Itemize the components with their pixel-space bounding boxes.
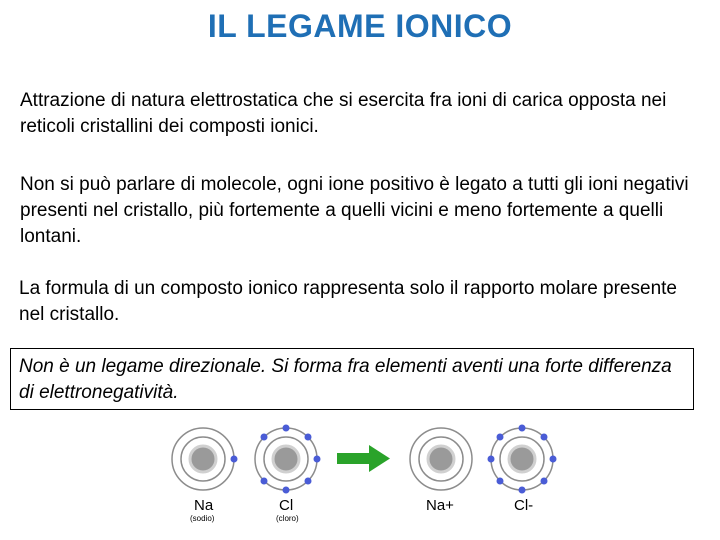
ion-cl-minus — [488, 425, 557, 515]
atom-na — [172, 428, 238, 523]
electron-icon — [231, 456, 238, 463]
atom-sublabel-cl: (cloro) — [276, 514, 299, 523]
paragraph-definition: Attrazione di natura elettrostatica che si esercita fra ioni di carica opposta nei reticoli cristallini dei composti ionici. — [20, 90, 667, 137]
atom-sublabel-na: (sodio) — [190, 514, 215, 523]
atom-label-cl: Cl — [279, 497, 294, 514]
atom-cl — [255, 425, 321, 524]
atom-label-na-plus: Na+ — [426, 497, 454, 514]
atom-label-cl-minus: Cl- — [514, 497, 534, 514]
nucleus-icon — [428, 446, 454, 472]
boxed-note: Non è un legame direzionale. Si forma fra elementi aventi una forte differenza di elettronegatività. — [10, 348, 694, 410]
ionic-bond-diagram — [0, 415, 720, 540]
nucleus-icon — [273, 446, 299, 472]
paragraph-no-molecules: Non si può parlare di molecole, ogni ione positivo è legato a tutti gli ioni negativi presenti nel cristallo, più fortemente a quelli vicini e meno fortemente a quelli lontani. — [20, 174, 689, 247]
page-title: IL LEGAME IONICO — [207, 8, 513, 44]
nucleus-icon — [190, 446, 216, 472]
ion-na-plus — [410, 428, 472, 514]
paragraph-formula: La formula di un composto ionico rappresenta solo il rapporto molare presente nel cristallo. — [19, 278, 677, 325]
right-arrow-icon — [337, 445, 390, 472]
atom-label-na: Na — [194, 497, 214, 514]
nucleus-icon — [509, 446, 535, 472]
